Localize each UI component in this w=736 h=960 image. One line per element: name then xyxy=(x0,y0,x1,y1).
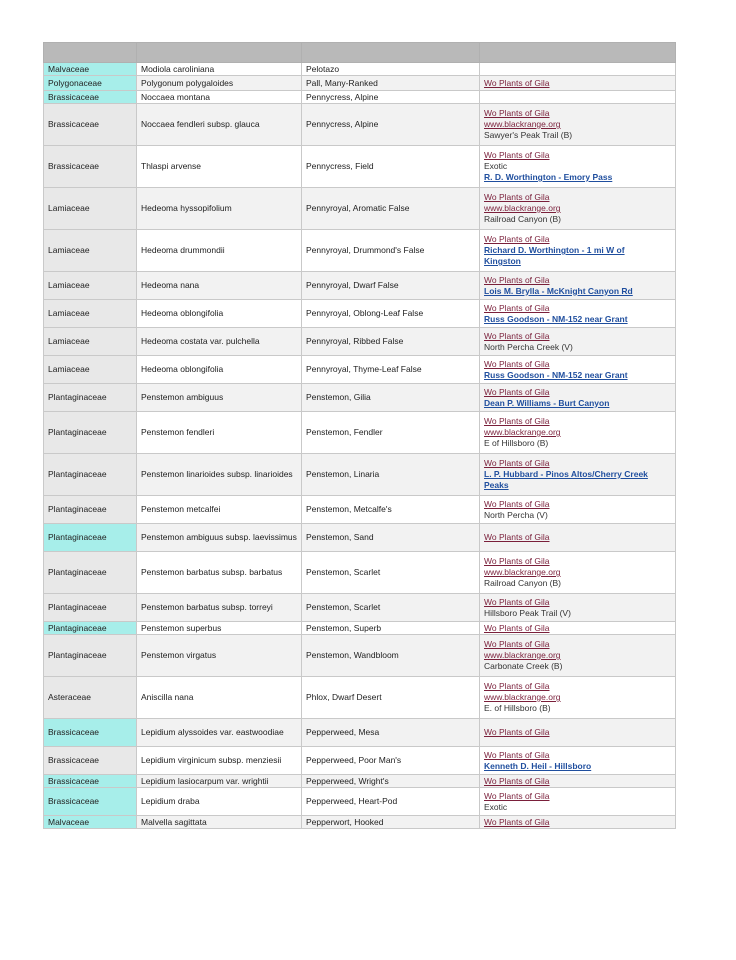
reference-link[interactable]: Wo Plants of Gila xyxy=(484,192,550,202)
links-cell xyxy=(480,677,676,719)
common-name-cell: Pennyroyal, Thyme-Leaf False xyxy=(302,356,480,384)
common-name-cell: Penstemon, Linaria xyxy=(302,454,480,496)
family-cell: Brassicaceae xyxy=(44,747,137,775)
reference-link[interactable]: Wo Plants of Gila xyxy=(484,532,550,542)
common-name-cell: Pennycress, Alpine xyxy=(302,91,480,104)
reference-link[interactable]: Wo Plants of Gila xyxy=(484,108,550,118)
common-name-cell: Pepperwort, Hooked xyxy=(302,816,480,829)
reference-link[interactable]: Wo Plants of Gila xyxy=(484,775,550,786)
common-name-cell: Pennyroyal, Dwarf False xyxy=(302,272,480,300)
scientific-name-cell: Penstemon superbus xyxy=(137,622,302,635)
family-cell: Plantaginaceae xyxy=(44,635,137,677)
scientific-name-cell: Lepidium draba xyxy=(137,788,302,816)
table-row xyxy=(44,230,676,272)
table-row xyxy=(44,300,676,328)
table-row xyxy=(44,524,676,552)
links-cell xyxy=(480,63,676,76)
links-cell xyxy=(480,272,676,300)
common-name-cell: Pennyroyal, Oblong-Leaf False xyxy=(302,300,480,328)
family-cell: Lamiaceae xyxy=(44,328,137,356)
scientific-name-cell: Polygonum polygaloides xyxy=(137,76,302,91)
family-cell: Lamiaceae xyxy=(44,230,137,272)
table-row xyxy=(44,91,676,104)
family-cell: Asteraceae xyxy=(44,677,137,719)
photo-credit-link[interactable]: Russ Goodson - NM-152 near Grant xyxy=(484,313,628,324)
table-row xyxy=(44,454,676,496)
reference-link[interactable]: Wo Plants of Gila xyxy=(484,358,550,369)
links-cell xyxy=(480,524,676,552)
location-note: E of Hillsboro (B) xyxy=(484,438,549,448)
header-cell xyxy=(137,43,302,63)
family-cell: Polygonaceae xyxy=(44,76,137,91)
reference-link[interactable]: www.blackrange.org xyxy=(484,567,561,577)
family-cell: Brassicaceae xyxy=(44,788,137,816)
table-row xyxy=(44,356,676,384)
photo-credit-link[interactable]: Dean P. Williams - Burt Canyon xyxy=(484,397,610,408)
scientific-name-cell: Penstemon metcalfei xyxy=(137,496,302,524)
links-cell xyxy=(480,454,676,496)
scientific-name-cell: Penstemon ambiguus xyxy=(137,384,302,412)
reference-link[interactable]: www.blackrange.org xyxy=(484,650,561,660)
family-cell: Brassicaceae xyxy=(44,719,137,747)
reference-link[interactable]: Wo Plants of Gila xyxy=(484,302,550,313)
common-name-cell: Pennyroyal, Drummond's False xyxy=(302,230,480,272)
scientific-name-cell: Hedeoma drummondii xyxy=(137,230,302,272)
photo-credit-link[interactable]: Peaks xyxy=(484,480,509,490)
scientific-name-cell: Penstemon barbatus subsp. barbatus xyxy=(137,552,302,594)
common-name-cell: Pepperweed, Heart-Pod xyxy=(302,788,480,816)
links-cell xyxy=(480,594,676,622)
common-name-cell: Pennyroyal, Aromatic False xyxy=(302,188,480,230)
location-note: Sawyer's Peak Trail (B) xyxy=(484,130,573,140)
common-name-cell: Pennyroyal, Ribbed False xyxy=(302,328,480,356)
reference-link[interactable]: Wo Plants of Gila xyxy=(484,622,550,633)
links-cell xyxy=(480,188,676,230)
links-cell xyxy=(480,384,676,412)
family-cell: Plantaginaceae xyxy=(44,552,137,594)
family-cell: Plantaginaceae xyxy=(44,454,137,496)
scientific-name-cell: Penstemon linarioides subsp. linarioides xyxy=(137,454,302,496)
photo-credit-link[interactable]: L. P. Hubbard - Pinos Altos/Cherry Creek xyxy=(484,469,648,479)
scientific-name-cell: Lepidium virginicum subsp. menziesii xyxy=(137,747,302,775)
links-cell xyxy=(480,104,676,146)
location-note: Exotic xyxy=(484,801,508,812)
photo-credit-link[interactable]: Lois M. Brylla - McKnight Canyon Rd xyxy=(484,285,633,296)
family-cell: Lamiaceae xyxy=(44,356,137,384)
header-cell xyxy=(480,43,676,63)
family-cell: Brassicaceae xyxy=(44,91,137,104)
links-cell xyxy=(480,816,676,829)
links-cell xyxy=(480,356,676,384)
location-note: North Percha Creek (V) xyxy=(484,341,573,352)
family-cell: Malvaceae xyxy=(44,63,137,76)
table-row xyxy=(44,412,676,454)
photo-credit-link[interactable]: R. D. Worthington - Emory Pass xyxy=(484,172,613,182)
table-row xyxy=(44,384,676,412)
reference-link[interactable]: Wo Plants of Gila xyxy=(484,816,550,827)
plant-list-sheet xyxy=(43,42,675,829)
table-row xyxy=(44,635,676,677)
reference-link[interactable]: Wo Plants of Gila xyxy=(484,596,550,607)
scientific-name-cell: Lepidium lasiocarpum var. wrightii xyxy=(137,775,302,788)
scientific-name-cell: Hedeoma nana xyxy=(137,272,302,300)
scientific-name-cell: Noccaea fendleri subsp. glauca xyxy=(137,104,302,146)
common-name-cell: Penstemon, Sand xyxy=(302,524,480,552)
common-name-cell: Penstemon, Scarlet xyxy=(302,552,480,594)
photo-credit-link[interactable]: Richard D. Worthington - 1 mi W of xyxy=(484,245,625,255)
table-row xyxy=(44,622,676,635)
family-cell: Plantaginaceae xyxy=(44,384,137,412)
reference-link[interactable]: Wo Plants of Gila xyxy=(484,639,550,649)
family-cell: Lamiaceae xyxy=(44,300,137,328)
location-note: Railroad Canyon (B) xyxy=(484,578,562,588)
scientific-name-cell: Modiola caroliniana xyxy=(137,63,302,76)
reference-link[interactable]: Wo Plants of Gila xyxy=(484,150,550,160)
family-cell: Malvaceae xyxy=(44,816,137,829)
table-row xyxy=(44,816,676,829)
scientific-name-cell: Penstemon barbatus subsp. torreyi xyxy=(137,594,302,622)
reference-link[interactable]: Wo Plants of Gila xyxy=(484,498,550,509)
scientific-name-cell: Penstemon fendleri xyxy=(137,412,302,454)
plant-table xyxy=(43,42,676,829)
reference-link[interactable]: www.blackrange.org xyxy=(484,203,561,213)
scientific-name-cell: Lepidium alyssoides var. eastwoodiae xyxy=(137,719,302,747)
scientific-name-cell: Hedeoma oblongifolia xyxy=(137,300,302,328)
table-row xyxy=(44,677,676,719)
reference-link[interactable]: Wo Plants of Gila xyxy=(484,727,550,737)
location-note: North Percha (V) xyxy=(484,509,548,520)
common-name-cell: Pennycress, Field xyxy=(302,146,480,188)
family-cell: Plantaginaceae xyxy=(44,594,137,622)
scientific-name-cell: Penstemon ambiguus subsp. laevissimus xyxy=(137,524,302,552)
photo-credit-link[interactable]: Kenneth D. Heil - Hillsboro xyxy=(484,760,592,771)
common-name-cell: Pall, Many-Ranked xyxy=(302,76,480,91)
header-cell xyxy=(44,43,137,63)
location-note: Railroad Canyon (B) xyxy=(484,214,562,224)
photo-credit-link[interactable]: Kingston xyxy=(484,256,521,266)
family-cell: Plantaginaceae xyxy=(44,496,137,524)
reference-link[interactable]: Wo Plants of Gila xyxy=(484,274,550,285)
location-note: Exotic xyxy=(484,161,508,171)
links-cell xyxy=(480,552,676,594)
table-row xyxy=(44,747,676,775)
reference-link[interactable]: Wo Plants of Gila xyxy=(484,681,550,691)
table-row xyxy=(44,552,676,594)
links-cell xyxy=(480,230,676,272)
common-name-cell: Pepperweed, Poor Man's xyxy=(302,747,480,775)
reference-link[interactable]: Wo Plants of Gila xyxy=(484,416,550,426)
common-name-cell: Pepperweed, Mesa xyxy=(302,719,480,747)
reference-link[interactable]: www.blackrange.org xyxy=(484,427,561,437)
table-row xyxy=(44,76,676,91)
common-name-cell: Pennycress, Alpine xyxy=(302,104,480,146)
family-cell: Plantaginaceae xyxy=(44,412,137,454)
family-cell: Brassicaceae xyxy=(44,146,137,188)
links-cell xyxy=(480,719,676,747)
reference-link[interactable]: www.blackrange.org xyxy=(484,692,561,702)
table-row xyxy=(44,63,676,76)
common-name-cell: Penstemon, Scarlet xyxy=(302,594,480,622)
common-name-cell: Penstemon, Gilia xyxy=(302,384,480,412)
location-note: E. of Hillsboro (B) xyxy=(484,703,551,713)
family-cell: Brassicaceae xyxy=(44,775,137,788)
common-name-cell: Phlox, Dwarf Desert xyxy=(302,677,480,719)
links-cell xyxy=(480,91,676,104)
family-cell: Brassicaceae xyxy=(44,104,137,146)
reference-link[interactable]: Wo Plants of Gila xyxy=(484,77,550,88)
table-row xyxy=(44,104,676,146)
links-cell xyxy=(480,328,676,356)
table-row xyxy=(44,719,676,747)
family-cell: Lamiaceae xyxy=(44,272,137,300)
scientific-name-cell: Penstemon virgatus xyxy=(137,635,302,677)
reference-link[interactable]: Wo Plants of Gila xyxy=(484,556,550,566)
scientific-name-cell: Thlaspi arvense xyxy=(137,146,302,188)
links-cell xyxy=(480,788,676,816)
common-name-cell: Pepperweed, Wright's xyxy=(302,775,480,788)
links-cell xyxy=(480,635,676,677)
common-name-cell: Penstemon, Superb xyxy=(302,622,480,635)
table-row xyxy=(44,272,676,300)
scientific-name-cell: Hedeoma oblongifolia xyxy=(137,356,302,384)
family-cell: Plantaginaceae xyxy=(44,524,137,552)
reference-link[interactable]: Wo Plants of Gila xyxy=(484,234,550,244)
table-row xyxy=(44,328,676,356)
reference-link[interactable]: Wo Plants of Gila xyxy=(484,330,550,341)
scientific-name-cell: Aniscilla nana xyxy=(137,677,302,719)
table-row xyxy=(44,594,676,622)
reference-link[interactable]: Wo Plants of Gila xyxy=(484,749,550,760)
common-name-cell: Penstemon, Wandbloom xyxy=(302,635,480,677)
common-name-cell: Penstemon, Fendler xyxy=(302,412,480,454)
table-row xyxy=(44,146,676,188)
table-row xyxy=(44,775,676,788)
reference-link[interactable]: Wo Plants of Gila xyxy=(484,458,550,468)
reference-link[interactable]: Wo Plants of Gila xyxy=(484,386,550,397)
table-row xyxy=(44,788,676,816)
scientific-name-cell: Hedeoma hyssopifolium xyxy=(137,188,302,230)
links-cell xyxy=(480,412,676,454)
photo-credit-link[interactable]: Russ Goodson - NM-152 near Grant xyxy=(484,369,628,380)
links-cell xyxy=(480,76,676,91)
links-cell xyxy=(480,300,676,328)
family-cell: Plantaginaceae xyxy=(44,622,137,635)
links-cell xyxy=(480,775,676,788)
header-cell xyxy=(302,43,480,63)
scientific-name-cell: Malvella sagittata xyxy=(137,816,302,829)
family-cell: Lamiaceae xyxy=(44,188,137,230)
reference-link[interactable]: www.blackrange.org xyxy=(484,119,561,129)
table-row xyxy=(44,496,676,524)
location-note: Carbonate Creek (B) xyxy=(484,661,563,671)
common-name-cell: Pelotazo xyxy=(302,63,480,76)
location-note: Hillsboro Peak Trail (V) xyxy=(484,607,571,618)
links-cell xyxy=(480,747,676,775)
scientific-name-cell: Noccaea montana xyxy=(137,91,302,104)
links-cell xyxy=(480,622,676,635)
reference-link[interactable]: Wo Plants of Gila xyxy=(484,790,550,801)
links-cell xyxy=(480,496,676,524)
table-row xyxy=(44,188,676,230)
links-cell xyxy=(480,146,676,188)
scientific-name-cell: Hedeoma costata var. pulchella xyxy=(137,328,302,356)
table-header-row xyxy=(44,43,676,63)
common-name-cell: Penstemon, Metcalfe's xyxy=(302,496,480,524)
